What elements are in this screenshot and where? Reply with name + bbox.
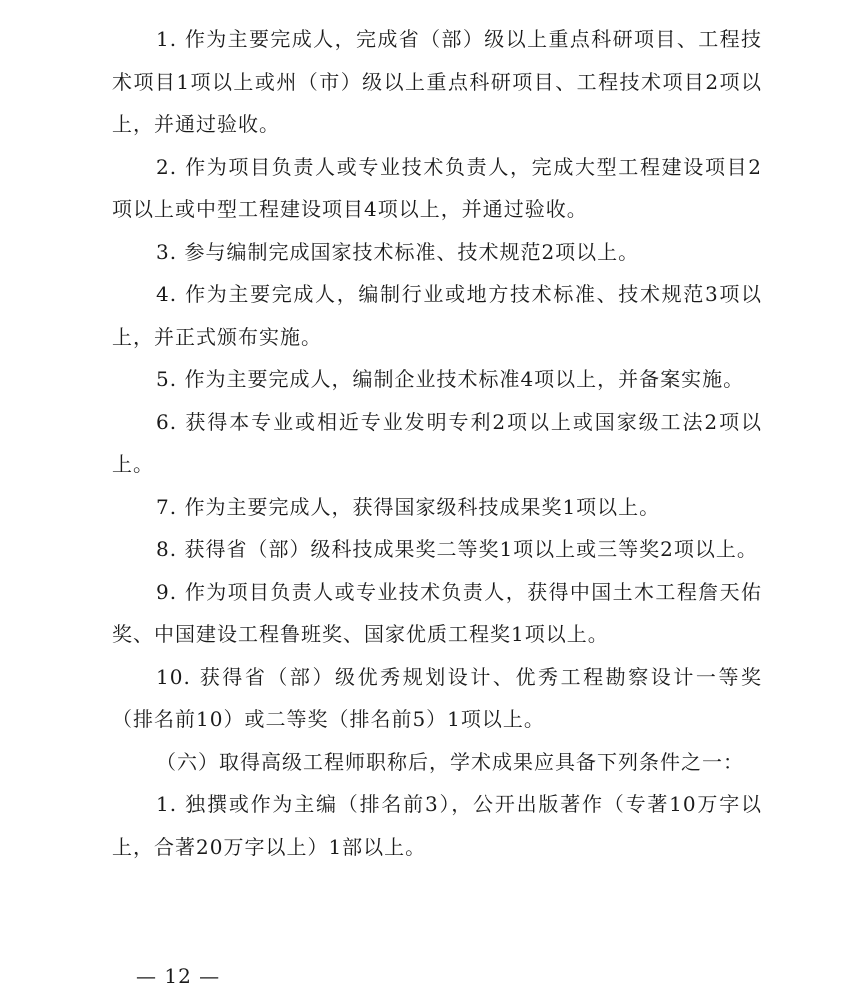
section-heading-6: （六）取得高级工程师职称后，学术成果应具备下列条件之一： — [156, 749, 744, 774]
paragraph-item-8: 8. 获得省（部）级科技成果奖二等奖1项以上或三等奖2项以上。 — [156, 537, 758, 561]
paragraph-item-3: 3. 参与编制完成国家技术标准、技术规范2项以上。 — [156, 239, 640, 264]
paragraph-item-7: 7. 作为主要完成人，获得国家级科技成果奖1项以上。 — [156, 494, 661, 519]
paragraph-item-9: 9. 作为项目负责人或专业技术负责人，获得中国土木工程詹天佑奖、中国建设工程鲁班奖、国家优质工程奖1项以上。 — [112, 579, 762, 646]
paragraph-item-1: 1. 作为主要完成人，完成省（部）级以上重点科研项目、工程技术项目1项以上或州（市）级以上重点科研项目、工程技术项目2项以上，并通过验收。 — [112, 27, 762, 136]
page-number: — 12 — — [136, 964, 221, 988]
paragraph-item-10: 10. 获得省（部）级优秀规划设计、优秀工程勘察设计一等奖（排名前10）或二等奖（排名前5）1项以上。 — [112, 664, 762, 731]
paragraph-item-2: 2. 作为项目负责人或专业技术负责人，完成大型工程建设项目2项以上或中型工程建设项目4项以上，并通过验收。 — [112, 154, 762, 221]
paragraph-item-6: 6. 获得本专业或相近专业发明专利2项以上或国家级工法2项以上。 — [112, 409, 762, 476]
paragraph-item-4: 4. 作为主要完成人，编制行业或地方技术标准、技术规范3项以上，并正式颁布实施。 — [112, 282, 762, 349]
paragraph-item-5: 5. 作为主要完成人，编制企业技术标准4项以上，并备案实施。 — [156, 367, 745, 391]
paragraph-item-6-1: 1. 独撰或作为主编（排名前3），公开出版著作（专著10万字以上，合著20万字以上）1部以上。 — [112, 792, 762, 859]
document-body — [112, 18, 762, 868]
